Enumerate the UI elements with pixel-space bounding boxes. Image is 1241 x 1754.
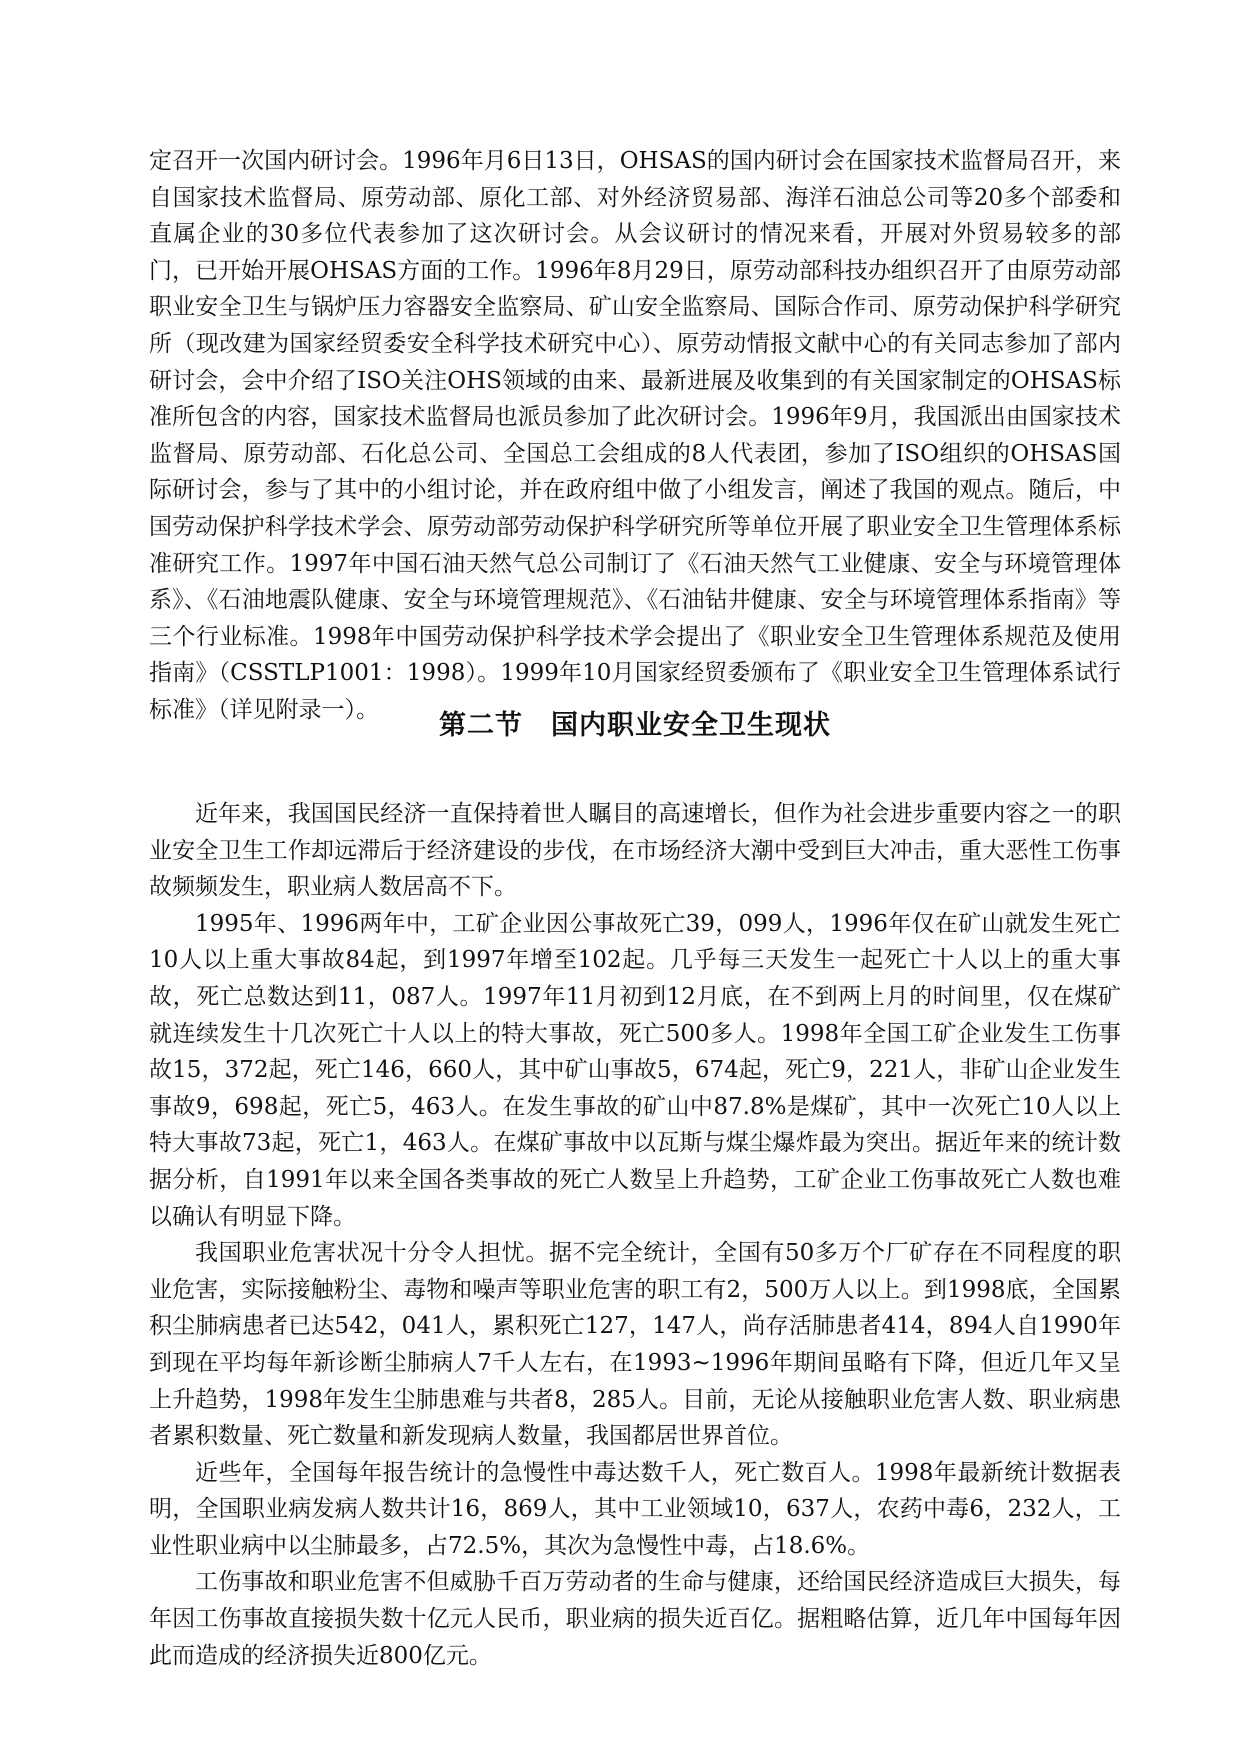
paragraph-occupational-hazards: 我国职业危害状况十分令人担忧。据不完全统计，全国有50多万个厂矿存在不同程度的职业危害，实际接触粉尘、毒物和噪声等职业危害的职工有2，500万人以上。到1998底，全国累积尘肺病患者已达542，041人，累积死亡127，147人，尚存活肺患者414，894人自1990年到现在平均每年新诊断尘肺病人7千人左右，在1993~1996年期间虽略有下降，但近几年又呈上升趋势，1998年发生尘肺患难与共者8，285人。目前，无论从接触职业危害人数、职业病患者累积数量、死亡数量和新发现病人数量，我国都居世界首位。 [149, 1240, 1121, 1450]
continued-paragraph: 定召开一次国内研讨会。1996年月6日13日，OHSAS的国内研讨会在国家技术监督局召开，来自国家技术监督局、原劳动部、原化工部、对外经济贸易部、海洋石油总公司等20多个部委和直属企业的30多位代表参加了这次研讨会。从会议研讨的情况来看，开展对外贸易较多的部门，已开始开展OHSAS方面的工作。1996年8月29日，原劳动部科技办组织召开了由原劳动部职业安全卫生与锅炉压力容器安全监察局、矿山安全监察局、国际合作司、原劳动保护科学研究所（现改建为国家经贸委安全科学技术研究中心）、原劳动情报文献中心的有关同志参加了部内研讨会，会中介绍了ISO关注OHS领域的由来、最新进展及收集到的有关国家制定的OHSAS标准所包含的内容，国家技术监督局也派员参加了此次研讨会。1996年9月，我国派出由国家技术监督局、原劳动部、石化总公司、全国总工会组成的8人代表团，参加了ISO组织的OHSAS国际研讨会，参与了其中的小组讨论，并在政府组中做了小组发言，阐述了我国的观点。随后，中国劳动保护科学技术学会、原劳动部劳动保护科学研究所等单位开展了职业安全卫生管理体系标准研究工作。1997年中国石油天然气总公司制订了《石油天然气工业健康、安全与环境管理体系》、《石油地震队健康、安全与环境管理规范》、《石油钻井健康、安全与环境管理体系指南》等三个行业标准。1998年中国劳动保护科学技术学会提出了《职业安全卫生管理体系规范及使用指南》（CSSTLP1001：1998）。1999年10月国家经贸委颁布了《职业安全卫生管理体系试行标准》（详见附录一）。 [149, 148, 1121, 723]
paragraph-poisoning-statistics: 近些年，全国每年报告统计的急慢性中毒达数千人，死亡数百人。1998年最新统计数据表明，全国职业病发病人数共计16，869人，其中工业领域10，637人，农药中毒6，232人，工业性职业病中以尘肺最多，占72.5%，其次为急慢性中毒，占18.6%。 [149, 1459, 1121, 1559]
paragraph-accident-statistics: 1995年、1996两年中，工矿企业因公事故死亡39，099人，1996年仅在矿山就发生死亡10人以上重大事故84起，到1997年增至102起。几乎每三天发生一起死亡十人以上的重大事故，死亡总数达到11，087人。1997年11月初到12月底，在不到两上月的时间里，仅在煤矿就连续发生十几次死亡十人以上的特大事故，死亡500多人。1998年全国工矿企业发生工伤事故15，372起，死亡146，660人，其中矿山事故5，674起，死亡9，221人，非矿山企业发生事故9，698起，死亡5，463人。在发生事故的矿山中87.8%是煤矿，其中一次死亡10人以上特大事故73起，死亡1，463人。在煤矿事故中以瓦斯与煤尘爆炸最为突出。据近年来的统计数据分析，自1991年以来全国各类事故的死亡人数呈上升趋势，工矿企业工伤事故死亡人数也难以确认有明显下降。 [149, 910, 1121, 1230]
continued-paragraph-block [149, 143, 1121, 729]
paragraph-overview: 近年来，我国国民经济一直保持着世人瞩目的高速增长，但作为社会进步重要内容之一的职业安全卫生工作却远滞后于经济建设的步伐，在市场经济大潮中受到巨大冲击，重大恶性工伤事故频频发生，职业病人数居高不下。 [149, 801, 1121, 901]
paragraph-economic-loss: 工伤事故和职业危害不但威胁千百万劳动者的生命与健康，还给国民经济造成巨大损失，每年因工伤事故直接损失数十亿元人民币，职业病的损失近百亿。据粗略估算，近几年中国每年因此而造成的经济损失近800亿元。 [149, 1569, 1121, 1669]
section-heading: 第二节 国内职业安全卫生现状 [439, 710, 831, 741]
section-body [149, 796, 1121, 1674]
